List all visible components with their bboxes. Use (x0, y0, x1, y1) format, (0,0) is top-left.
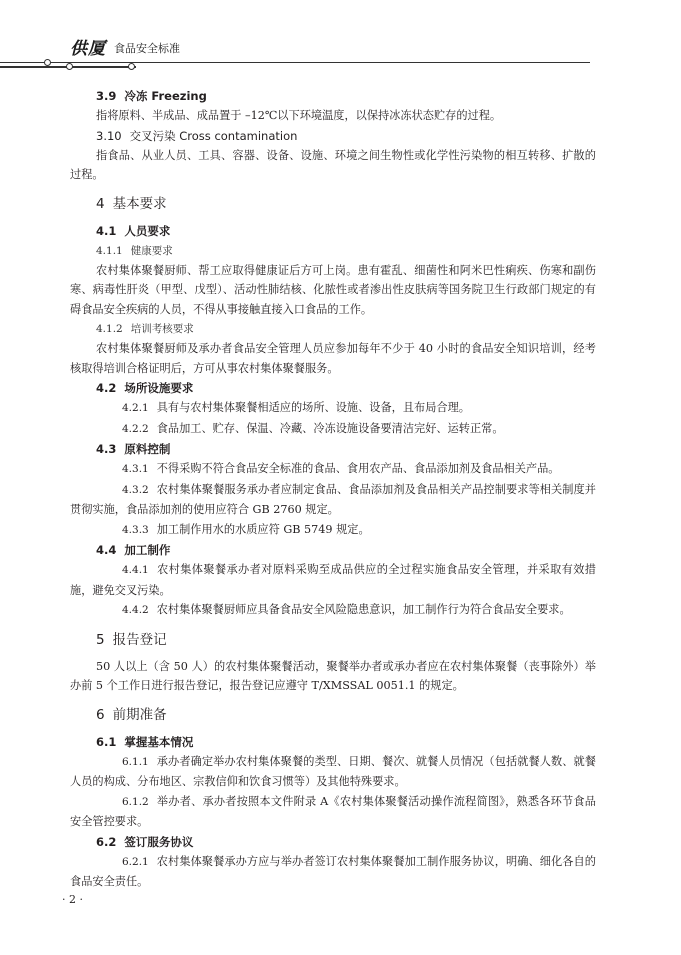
clause-heading (70, 241, 596, 261)
paragraph-text: 承办者确定举办农村集体聚餐的类型、日期、餐次、就餐人员情况（包括就餐人数、就餐人员的构成、分布地区、宗教信仰和饮食习惯等）及其他特殊要求。 (70, 754, 596, 788)
clause-number: 4.4.1 (122, 564, 149, 576)
subsection-heading (70, 540, 596, 560)
heading-number: 5 (96, 631, 105, 648)
heading-title: 人员要求 (124, 223, 171, 238)
header-subtitle: 食品安全标准 (114, 42, 180, 55)
paragraph-text: 加工制作用水的水质应符 GB 5749 规定。 (156, 522, 370, 536)
page-number: · 2 · (62, 893, 83, 906)
header-ornament-dot (128, 63, 135, 70)
clause-number: 6.1.2 (122, 795, 149, 808)
paragraph (70, 852, 596, 892)
paragraph-text: 指将原料、半成品、成品置于 –12℃以下环境温度，以保持冰冻状态贮存的过程。 (96, 109, 502, 122)
paragraph (70, 339, 596, 378)
paragraph-text: 举办者、承办者按照本文件附录 A《农村集体聚餐活动操作流程简图》，熟悉各环节食品安全管控要求。 (70, 794, 596, 828)
heading-number: 4.2 (96, 381, 117, 395)
header-ornament-dot (44, 59, 51, 66)
paragraph (70, 480, 596, 520)
heading-number: 4.3 (96, 442, 117, 456)
paragraph-text: 农村集体聚餐厨师及承办者食品安全管理人员应参加每年不少于 40 小时的食品安全知识培训，经考核取得培训合格证明后，方可从事农村集体聚餐服务。 (70, 342, 596, 375)
header-logo: 供厦 (70, 39, 106, 59)
clause-number: 4.3.2 (122, 483, 149, 496)
header-ornament-dot (66, 63, 73, 70)
clause-number: 4.4.2 (122, 604, 149, 616)
paragraph-text: 农村集体聚餐承办方应与举办者签订农村集体聚餐加工制作服务协议，明确、细化各自的食品安全责任。 (70, 854, 596, 888)
heading-number: 3.10 (96, 128, 122, 143)
heading-title: 原料控制 (124, 442, 171, 456)
clause-number: 4.2.1 (122, 402, 149, 414)
subsection-heading (70, 126, 596, 146)
section-heading (70, 193, 596, 215)
paragraph (70, 560, 596, 600)
heading-number: 4.1 (96, 223, 117, 238)
paragraph-text: 农村集体聚餐承办者对原料采购至成品供应的全过程实施食品安全管理，并采取有效措施，避免交叉污染。 (70, 563, 596, 597)
paragraph-text: 不得采购不符合食品安全标准的食品、食用农产品、食品添加剂及食品相关产品。 (156, 462, 560, 475)
paragraph (70, 752, 596, 792)
heading-title: 场所设施要求 (124, 381, 194, 395)
heading-title: 加工制作 (124, 543, 171, 557)
subsection-heading (70, 439, 596, 459)
paragraph-text: 50 人以上（含 50 人）的农村集体聚餐活动，聚餐举办者或承办者应在农村集体聚餐（丧事除外）举办前 5 个工作日进行报告登记，报告登记应遵守 T/XMSSAL 0051.1 的规定。 (70, 659, 596, 692)
section-heading (70, 704, 596, 726)
heading-title: 基本要求 (112, 195, 167, 212)
subsection-heading (70, 378, 596, 398)
heading-title: 培训考核要求 (130, 323, 194, 335)
paragraph-text: 农村集体聚餐服务承办者应制定食品、食品添加剂及食品相关产品控制要求等相关制度并贯彻实施，食品添加剂的使用应符合 GB 2760 规定。 (70, 482, 596, 516)
heading-number: 4.1.1 (96, 244, 123, 257)
subsection-heading (70, 832, 596, 852)
paragraph (70, 657, 596, 696)
heading-number: 4 (96, 195, 105, 212)
paragraph (70, 792, 596, 832)
clause-number: 4.3.1 (122, 463, 149, 475)
subsection-heading (70, 221, 596, 241)
heading-title: 冷冻 Freezing (124, 89, 207, 103)
paragraph (70, 520, 596, 541)
paragraph (70, 600, 596, 621)
heading-number: 4.1.2 (96, 323, 123, 335)
heading-title: 健康要求 (130, 244, 173, 257)
paragraph-text: 食品加工、贮存、保温、冷藏、冷冻设施设备要清洁完好、运转正常。 (156, 421, 504, 435)
paragraph (70, 146, 596, 185)
clause-heading (70, 319, 596, 339)
paragraph-text: 农村集体聚餐厨师应具备食品安全风险隐患意识，加工制作行为符合食品安全要求。 (156, 603, 571, 616)
paragraph (70, 419, 596, 440)
clause-number: 4.3.3 (122, 523, 149, 536)
section-heading (70, 629, 596, 651)
heading-title: 报告登记 (112, 631, 167, 648)
heading-number: 4.4 (96, 543, 117, 557)
clause-number: 6.1.1 (122, 755, 149, 768)
heading-number: 6 (96, 706, 105, 723)
subsection-heading (70, 86, 596, 106)
clause-number: 6.2.1 (122, 855, 149, 868)
paragraph-text: 农村集体聚餐厨师、帮工应取得健康证后方可上岗。患有霍乱、细菌性和阿米巴性痢疾、伤寒和副伤寒、病毒性肝炎（甲型、戊型）、活动性肺结核、化脓性或者渗出性皮肤病等国务院卫生行政部门规定的有碍食品安全疾病的人员，不得从事接触直接入口食品的工作。 (70, 263, 596, 316)
subsection-heading (70, 732, 596, 752)
heading-title: 掌握基本情况 (124, 734, 194, 749)
heading-title: 前期准备 (112, 706, 167, 723)
document-body (70, 86, 596, 892)
paragraph-text: 具有与农村集体聚餐相适应的场所、设施、设备，且布局合理。 (156, 401, 470, 414)
heading-number: 6.1 (96, 734, 117, 749)
heading-number: 6.2 (96, 834, 117, 849)
paragraph (70, 261, 596, 320)
paragraph-text: 指食品、从业人员、工具、容器、设备、设施、环境之间生物性或化学性污染物的相互转移、扩散的过程。 (70, 148, 596, 181)
heading-title: 交叉污染 Cross contamination (129, 128, 298, 143)
page-header (0, 0, 681, 80)
clause-number: 4.2.2 (122, 422, 149, 435)
paragraph (70, 106, 596, 126)
header-rule (0, 62, 590, 63)
heading-number: 3.9 (96, 89, 117, 103)
heading-title: 签订服务协议 (124, 834, 194, 849)
paragraph (70, 398, 596, 419)
paragraph (70, 459, 596, 480)
